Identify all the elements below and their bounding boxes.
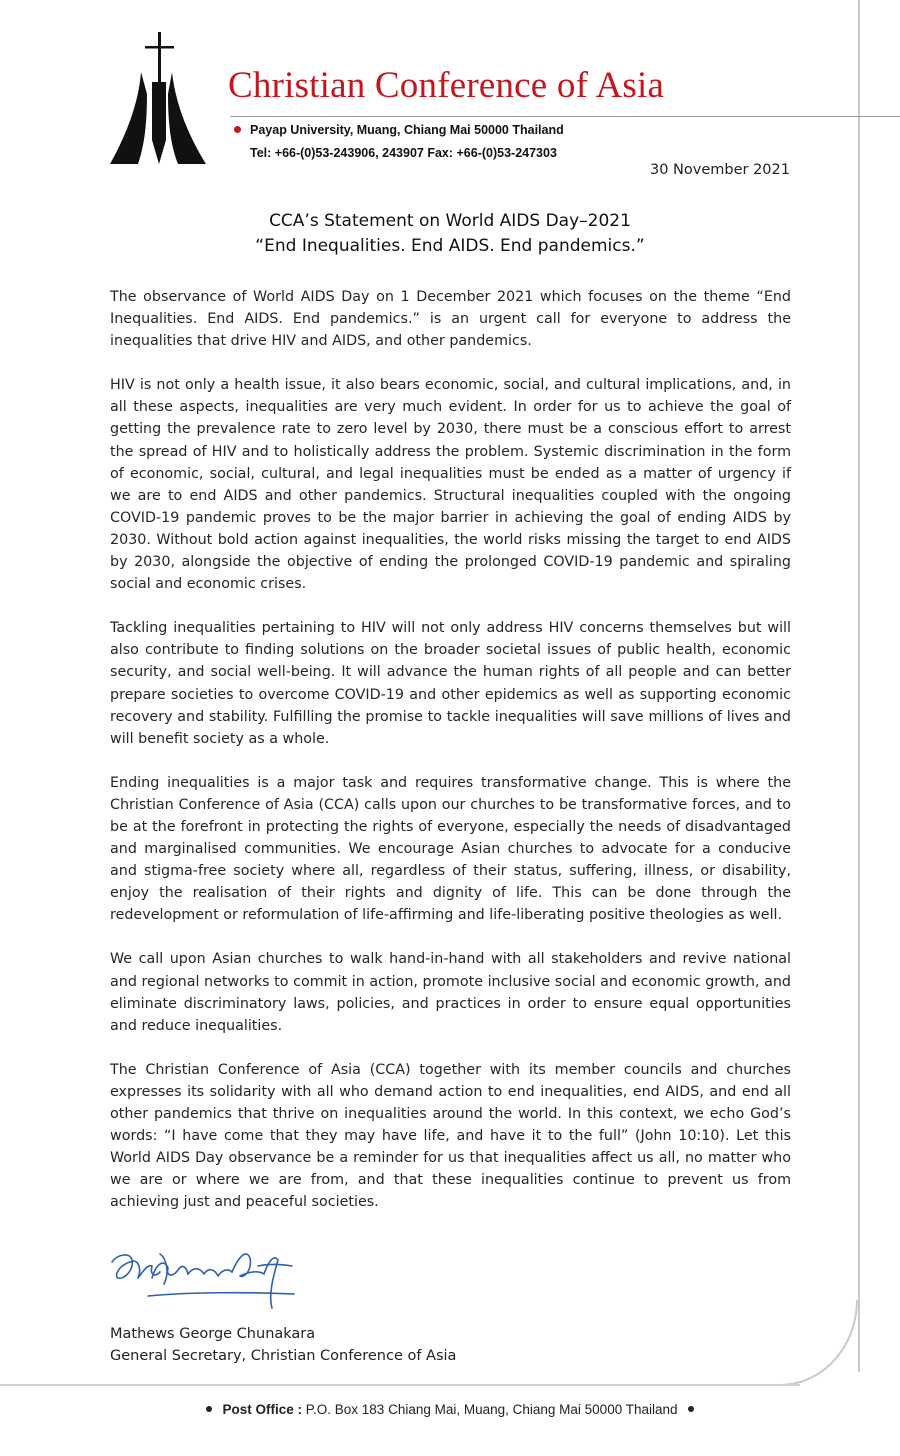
letterhead-contact: Tel: +66-(0)53-243906, 243907 Fax: +66-(0)53-247303 bbox=[250, 146, 557, 160]
footer-address bbox=[0, 1402, 900, 1417]
signer-title: General Secretary, Christian Conference of Asia bbox=[110, 1348, 457, 1364]
letter-date: 30 November 2021 bbox=[649, 162, 790, 178]
red-bullet-icon bbox=[234, 126, 241, 133]
cca-logo-icon bbox=[108, 32, 208, 168]
paragraph: We call upon Asian churches to walk hand-in-hand with all stakeholders and revive national and regional networks to commit in action, promote inclusive social and economic growth, and eliminate discriminatory laws, policies, and practices in order to ensure equal opportunities and reduce inequalities. bbox=[110, 951, 791, 1034]
page-edge-bottom bbox=[0, 1384, 800, 1386]
footer-address-text: P.O. Box 183 Chiang Mai, Muang, Chiang Mai 50000 Thailand bbox=[305, 1402, 678, 1417]
statement-body bbox=[110, 286, 791, 1235]
page-edge-right bbox=[858, 0, 860, 1372]
header-rule bbox=[230, 116, 900, 117]
bullet-icon bbox=[206, 1406, 212, 1412]
bullet-icon bbox=[688, 1406, 694, 1412]
organization-name: Christian Conference of Asia bbox=[228, 65, 665, 106]
paragraph: HIV is not only a health issue, it also bears economic, social, and cultural implications, and, in all these aspects, inequalities are very much evident. In order for us to achieve the goal of getting the prevalence rate to zero level by 2030, there must be a conscious effort to arrest the spread of HIV and to holistically address the problem. Systemic discrimination in the form of economic, social, cultural, and legal inequalities must be ended as a matter of urgency if we are to end AIDS and other pandemics. Structural inequalities coupled with the ongoing COVID-19 pandemic proves to be the major barrier in achieving the goal of ending AIDS by 2030. Without bold action against inequalities, the world risks missing the target to end AIDS by 2030, alongside the objective of ending the prolonged COVID-19 pandemic and spiraling social and economic crises. bbox=[110, 377, 791, 593]
paragraph: Ending inequalities is a major task and requires transformative change. This is where the Christian Conference of Asia (CCA) calls upon our churches to be transformative forces, and to be at the forefront in protecting the rights of everyone, especially the needs of disadvantaged and marginalised communities. We encourage Asian churches to advocate for a conducive and stigma-free society where all, regardless of their status, suffering, illness, or disability, enjoy the realisation of their rights and dignity of life. This can be done through the redevelopment or reformulation of life-affirming and life-liberating positive theologies as well. bbox=[110, 774, 791, 924]
statement-title: CCA’s Statement on World AIDS Day–2021 bbox=[269, 211, 631, 231]
address-text: Payap University, Muang, Chiang Mai 50000 Thailand bbox=[250, 123, 564, 137]
footer-label: Post Office : bbox=[222, 1402, 302, 1417]
signature-icon bbox=[108, 1244, 298, 1316]
letterhead-address bbox=[234, 123, 564, 137]
paragraph: The Christian Conference of Asia (CCA) together with its member councils and churches expresses its solidarity with all who demand action to end inequalities, end AIDS, and end all other pandemics that thrive on inequalities around the world. In this context, we echo God’s words: “I have come that they may have life, and have it to the full” (John 10:10). Let this World AIDS Day observance be a reminder for us that inequalities affect us all, no matter who we are or where we are from, and that these inequalities continue to prevent us from achieving just and peaceful societies. bbox=[110, 1061, 791, 1211]
statement-theme: “End Inequalities. End AIDS. End pandemics.” bbox=[255, 236, 645, 256]
paragraph: Tackling inequalities pertaining to HIV will not only address HIV concerns themselves but will also contribute to finding solutions on the broader societal issues of public health, economic security, and social well-being. It will advance the human rights of all people and can better prepare societies to overcome COVID-19 and other epidemics as well as supporting economic recovery and stability. Fulfilling the promise to tackle inequalities will save millions of lives and will benefit society as a whole. bbox=[110, 620, 791, 747]
page-edge-curl bbox=[780, 1300, 858, 1386]
paragraph: The observance of World AIDS Day on 1 December 2021 which focuses on the theme “End Inequalities. End AIDS. End pandemics.” is an urgent call for everyone to address the inequalities that drive HIV and AIDS, and other pandemics. bbox=[110, 289, 791, 350]
signer-name: Mathews George Chunakara bbox=[110, 1326, 316, 1342]
